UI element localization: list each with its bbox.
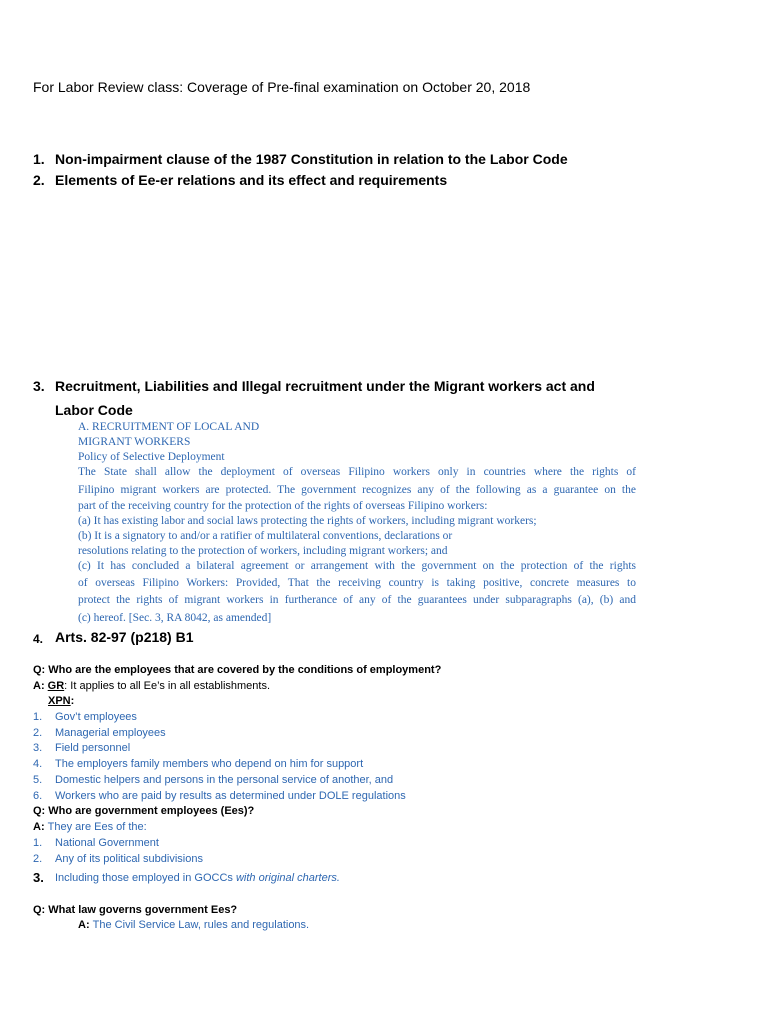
question-2: Q: Who are government employees (Ees)? (33, 805, 255, 817)
excerpt-line: (c) hereof. [Sec. 3, RA 8042, as amended] (78, 612, 272, 624)
answer-1-text: : It applies to all Ee’s in all establishments. (64, 680, 271, 692)
excerpt-line: protect the rights of migrant workers in furtherance of any of the guarantees under subparagraphs (a), (b) and (78, 594, 636, 606)
answer-3 (78, 919, 309, 931)
answer-1 (33, 680, 270, 692)
answer-1-prefix: A: (33, 680, 48, 692)
xpn-item-number: 4. (33, 758, 43, 770)
answer-3-text: The Civil Service Law, rules and regulations. (92, 919, 310, 931)
xpn-item-number: 3. (33, 742, 43, 754)
a2-item-3-plain: Including those employed in GOCCs (55, 872, 236, 884)
xpn-item-text: The employers family members who depend on him for support (55, 758, 364, 770)
a2-item-text: National Government (55, 837, 159, 849)
excerpt-line: Filipino migrant workers are protected. The government recognizes any of the following as a guarantee on the (78, 484, 636, 496)
document-title: For Labor Review class: Coverage of Pre-final examination on October 20, 2018 (33, 79, 531, 95)
a2-item-3-italic: with original charters. (235, 872, 340, 884)
excerpt-line: (c) It has concluded a bilateral agreement or arrangement with the government on the protection of the rights (78, 560, 636, 572)
answer-1-gr: GR (47, 680, 65, 692)
excerpt-line: resolutions relating to the protection of workers, including migrant workers; and (78, 545, 448, 557)
xpn-item-text: Gov’t employees (55, 711, 137, 723)
xpn-item-number: 6. (33, 790, 43, 802)
excerpt-heading-1: A. RECRUITMENT OF LOCAL AND (78, 421, 260, 433)
xpn-label-text: XPN (48, 695, 71, 707)
xpn-item-text: Field personnel (55, 742, 131, 754)
a2-item-number: 3. (33, 870, 44, 885)
xpn-item-number: 2. (33, 727, 43, 739)
excerpt-line: part of the receiving country for the protection of the rights of overseas Filipino workers: (78, 500, 488, 512)
xpn-item-number: 1. (33, 711, 43, 723)
excerpt-line: (a) It has existing labor and social laws protecting the rights of workers, including migrant workers; (78, 515, 537, 527)
topic-4-number: 4. (33, 632, 44, 646)
topic-4-text: Arts. 82-97 (p218) B1 (55, 629, 194, 645)
xpn-item-text: Workers who are paid by results as determined under DOLE regulations (55, 790, 406, 802)
topic-1-text: Non-impairment clause of the 1987 Constitution in relation to the Labor Code (55, 151, 568, 167)
xpn-label (48, 695, 74, 707)
excerpt-line: (b) It is a signatory to and/or a ratifier of multilateral conventions, declarations or (78, 530, 453, 542)
a2-item-3-text (55, 872, 340, 884)
xpn-item-number: 5. (33, 774, 43, 786)
xpn-colon: : (70, 695, 75, 707)
answer-2-text: They are Ees of the: (47, 821, 147, 833)
answer-2-prefix: A: (33, 821, 48, 833)
topic-3-text: Recruitment, Liabilities and Illegal recruitment under the Migrant workers act and (55, 378, 595, 394)
excerpt-heading-2: MIGRANT WORKERS (78, 436, 191, 448)
answer-3-prefix: A: (78, 919, 93, 931)
topic-2-number: 2. (33, 172, 45, 188)
topic-2-text: Elements of Ee-er relations and its effect and requirements (55, 172, 448, 188)
question-3: Q: What law governs government Ees? (33, 904, 238, 916)
xpn-item-text: Managerial employees (55, 727, 166, 739)
topic-3-text-cont: Labor Code (55, 402, 133, 418)
excerpt-line: The State shall allow the deployment of overseas Filipino workers only in countries where the rights of (78, 466, 636, 478)
answer-2 (33, 821, 147, 833)
excerpt-line: of overseas Filipino Workers: Provided, That the receiving country is taking positive, concrete measures to (78, 577, 636, 589)
a2-item-number: 1. (33, 837, 43, 849)
question-1: Q: Who are the employees that are covered by the conditions of employment? (33, 664, 442, 676)
xpn-item-text: Domestic helpers and persons in the personal service of another, and (55, 774, 394, 786)
topic-1-number: 1. (33, 151, 45, 167)
a2-item-number: 2. (33, 853, 43, 865)
a2-item-text: Any of its political subdivisions (55, 853, 203, 865)
topic-3-number: 3. (33, 378, 45, 394)
excerpt-subheading: Policy of Selective Deployment (78, 451, 225, 463)
